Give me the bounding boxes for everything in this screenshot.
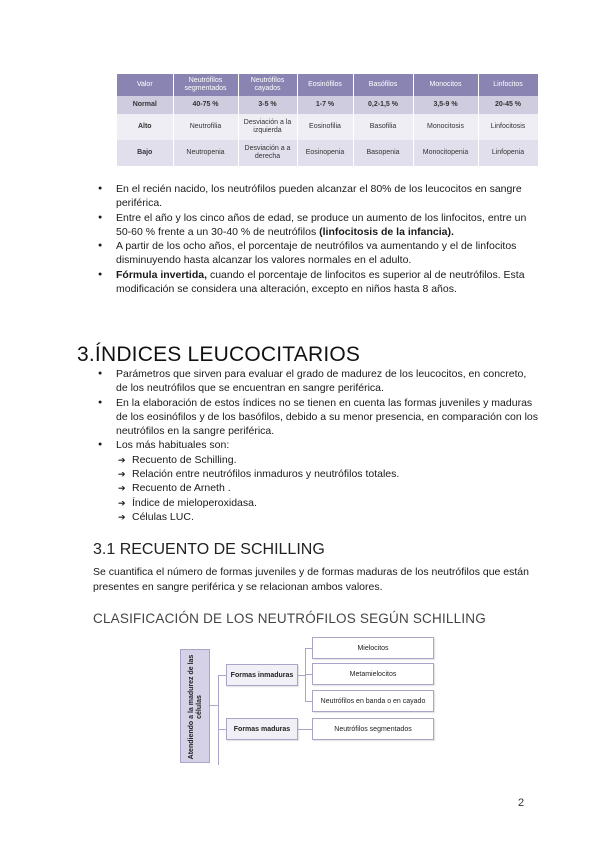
sub-list-item: ➔ Índice de mieloperoxidasa.	[98, 496, 538, 510]
leaf-neutrofilos-segmentados: Neutrófilos segmentados	[312, 718, 434, 740]
list-item-text: A partir de los ocho años, el porcentaje de neutrófilos va aumentando y el de linfocitos disminuyendo hasta alcanzar los valores normales en el adulto.	[116, 240, 517, 267]
table-header-row	[117, 74, 538, 96]
diagram-root-box	[180, 649, 210, 763]
list-item: ● Parámetros que sirven para evaluar el grado de madurez de los leucocitos, en concreto, de los neutrófilos que se encuentran en sangre periférica.	[98, 367, 538, 396]
leukocyte-values-table	[117, 74, 539, 166]
table-header-cell: Neutrófilos segmentados	[173, 74, 238, 96]
list-item-text: En el recién nacido, los neutrófilos pueden alcanzar el 80% de los leucocitos en sangre periférica.	[116, 183, 522, 210]
connector-line	[210, 705, 218, 706]
leaf-metamielocitos: Metamielocitos	[312, 663, 434, 685]
category-inmaduras: Formas inmaduras	[226, 664, 298, 686]
subsection-paragraph: Se cuantifica el número de formas juveniles y de formas maduras de los neutrófilos que están presentes en sangre periférica y se relacionan ambos valores.	[93, 566, 529, 593]
list-item	[98, 268, 538, 297]
connector-line	[218, 729, 226, 730]
list-item	[98, 182, 538, 211]
list-item: ● Los más habituales son:	[98, 438, 538, 452]
sub-list-item: ➔ Recuento de Schilling.	[98, 453, 538, 467]
list-item	[98, 239, 538, 268]
table-cell: 40-75 %	[173, 96, 238, 114]
connector-line	[218, 675, 219, 765]
page-number: 2	[518, 797, 525, 809]
table-row	[117, 96, 538, 114]
sub-list-item: ➔ Relación entre neutrófilos inmaduros y neutrófilos totales.	[98, 467, 538, 481]
table-cell: Eosinofilia	[297, 114, 353, 140]
list-item-bold: (linfocitosis de la infancia).	[319, 225, 454, 238]
table-cell: Basofilia	[353, 114, 413, 140]
table-cell: Linfopenia	[478, 140, 538, 166]
classification-title: CLASIFICACIÓN DE LOS NEUTRÓFILOS SEGÚN SCHILLING	[93, 611, 486, 626]
age-notes-list	[98, 182, 538, 296]
connector-line	[305, 648, 312, 649]
table-cell: Neutropenia	[173, 140, 238, 166]
table-row	[117, 140, 538, 166]
table-cell: Monocitosis	[413, 114, 478, 140]
table-cell: 3,5-9 %	[413, 96, 478, 114]
list-item-text: Entre el año y los cinco años de edad, se produce un aumento de los linfocitos, entre un 50-60 % frente a un 30-40 % de neutrófilos	[116, 211, 527, 238]
table-header-cell: Neutrófilos cayados	[238, 74, 297, 96]
list-item-bold: Fórmula invertida,	[116, 268, 208, 281]
table-cell: Bajo	[117, 140, 173, 166]
table-cell: Eosinopenia	[297, 140, 353, 166]
schilling-classification-diagram	[180, 637, 440, 762]
sub-list-item: ➔ Recuento de Arneth .	[98, 481, 538, 495]
table-cell: Neutrofilia	[173, 114, 238, 140]
leaf-mielocitos: Mielocitos	[312, 637, 434, 659]
connector-line	[305, 674, 312, 675]
table-cell: Normal	[117, 96, 173, 114]
leaf-neutrofilos-banda: Neutrófilos en banda o en cayado	[312, 690, 434, 712]
table-header-cell: Basófilos	[353, 74, 413, 96]
table-cell: Monocitopenia	[413, 140, 478, 166]
table-cell: Desviación a a derecha	[238, 140, 297, 166]
connector-line	[218, 675, 226, 676]
table-row	[117, 114, 538, 140]
table-cell: Desviación a la izquierda	[238, 114, 297, 140]
table-cell: Linfocitosis	[478, 114, 538, 140]
table-cell: Alto	[117, 114, 173, 140]
category-maduras: Formas maduras	[226, 718, 298, 740]
table-cell: 0,2-1,5 %	[353, 96, 413, 114]
diagram-root-label: Atendiendo a la madurez de las células	[188, 654, 203, 760]
table-cell: Basopenia	[353, 140, 413, 166]
list-item: ● En la elaboración de estos índices no se tienen en cuenta las formas juveniles y maduras de los eosinófilos y de los basófilos, debido a su menor presencia, en comparación con los neutrófilos en la sangre periférica.	[98, 396, 538, 439]
connector-line	[298, 675, 305, 676]
indices-list	[98, 367, 538, 524]
subsection-title: 3.1 RECUENTO DE SCHILLING	[93, 541, 325, 558]
list-item	[98, 211, 538, 240]
list-item-text: cuando el porcentaje de linfocitos es superior al de neutrófilos. Esta modificación se considera una alteración, excepto en niños hasta 8 años.	[116, 268, 525, 296]
table-header-cell: Eosinófilos	[297, 74, 353, 96]
table-header-cell: Valor	[117, 74, 173, 96]
table-cell: 20-45 %	[478, 96, 538, 114]
table-header-cell: Linfocitos	[478, 74, 538, 96]
sub-list-item: ➔ Células LUC.	[98, 510, 538, 524]
connector-line	[298, 729, 312, 730]
connector-line	[305, 701, 312, 702]
section-title: 3.ÍNDICES LEUCOCITARIOS	[77, 343, 361, 366]
table-cell: 1-7 %	[297, 96, 353, 114]
table-header-cell: Monocitos	[413, 74, 478, 96]
table-cell: 3-5 %	[238, 96, 297, 114]
